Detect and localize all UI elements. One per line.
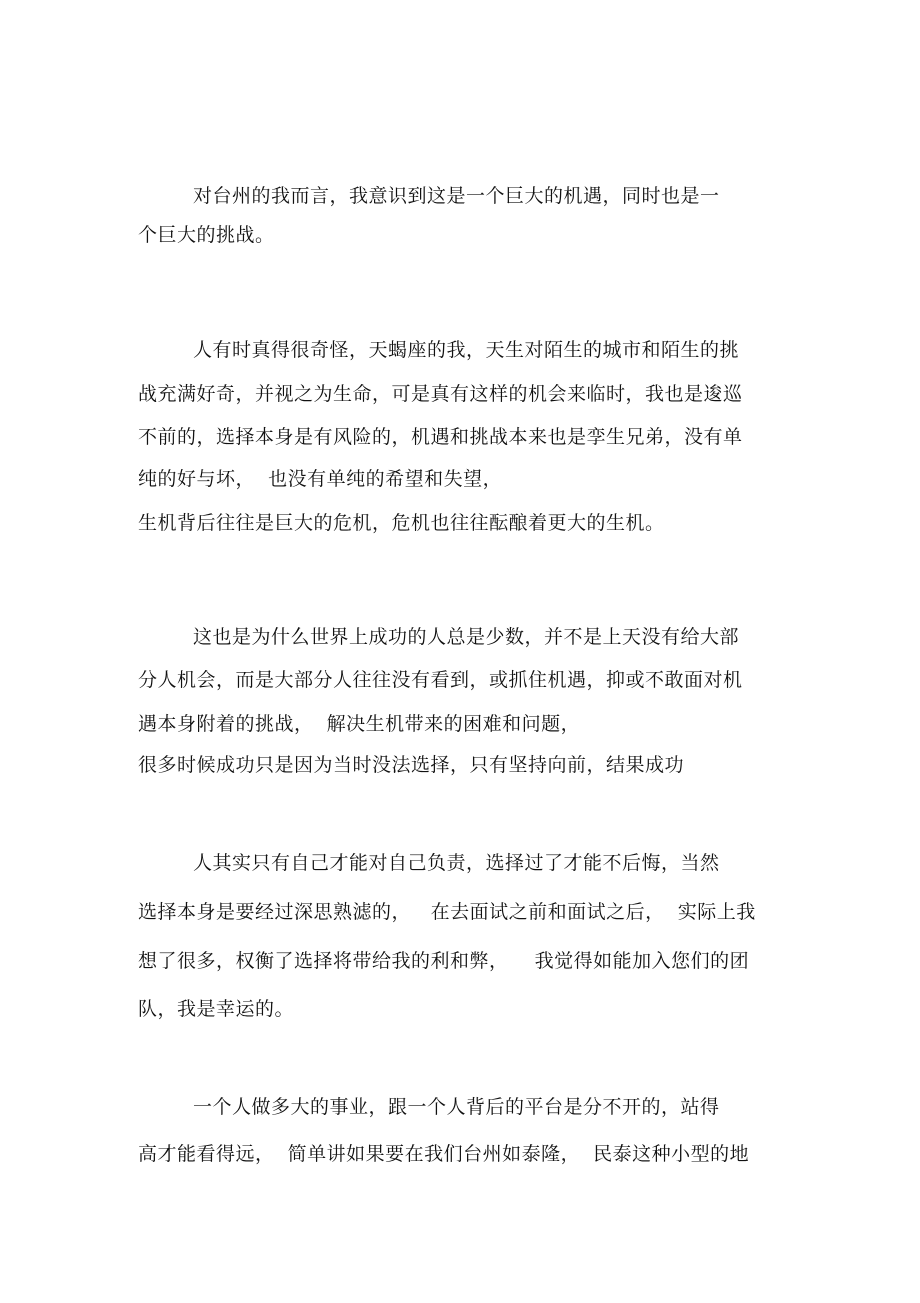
paragraph-line: 这也是为什么世界上成功的人总是少数，并不是上天没有给大部	[193, 626, 740, 648]
paragraph-line: 一个人做多大的事业，跟一个人背后的平台是分不开的，站得	[193, 1096, 720, 1118]
paragraph-line: 队，我是幸运的。	[138, 998, 295, 1020]
paragraph-line: 分人机会，而是大部分人往往没有看到，或抓住机遇，抑或不敢面对机	[138, 669, 743, 691]
paragraph-line: 选择本身是要经过深思熟滤的， 在去面试之前和面试之后， 实际上我	[138, 901, 756, 923]
paragraph-line: 战充满好奇，并视之为生命，可是真有这样的机会来临时，我也是逡巡	[138, 383, 743, 405]
paragraph-line: 高才能看得远， 简单讲如果要在我们台州如泰隆， 民泰这种小型的地	[138, 1143, 750, 1165]
paragraph-line: 纯的好与坏， 也没有单纯的希望和失望，	[138, 468, 503, 490]
paragraph-line: 人有时真得很奇怪，天蝎座的我，天生对陌生的城市和陌生的挑	[193, 339, 740, 361]
paragraph-line: 遇本身附着的挑战， 解决生机带来的困难和问题，	[138, 713, 581, 735]
paragraph-line: 人其实只有自己才能对自己负责，选择过了才能不后悔，当然	[193, 852, 720, 874]
paragraph-line: 对台州的我而言，我意识到这是一个巨大的机遇，同时也是一	[193, 185, 720, 207]
paragraph-line: 个巨大的挑战。	[138, 224, 275, 246]
paragraph-line: 很多时候成功只是因为当时没法选择，只有坚持向前，结果成功	[138, 754, 685, 776]
paragraph-line: 生机背后往往是巨大的危机，危机也往往酝酿着更大的生机。	[138, 512, 665, 534]
paragraph-line: 想了很多，权衡了选择将带给我的利和弊， 我觉得如能加入您们的团	[138, 950, 750, 972]
paragraph-line: 不前的，选择本身是有风险的，机遇和挑战本来也是孪生兄弟，没有单	[138, 426, 743, 448]
